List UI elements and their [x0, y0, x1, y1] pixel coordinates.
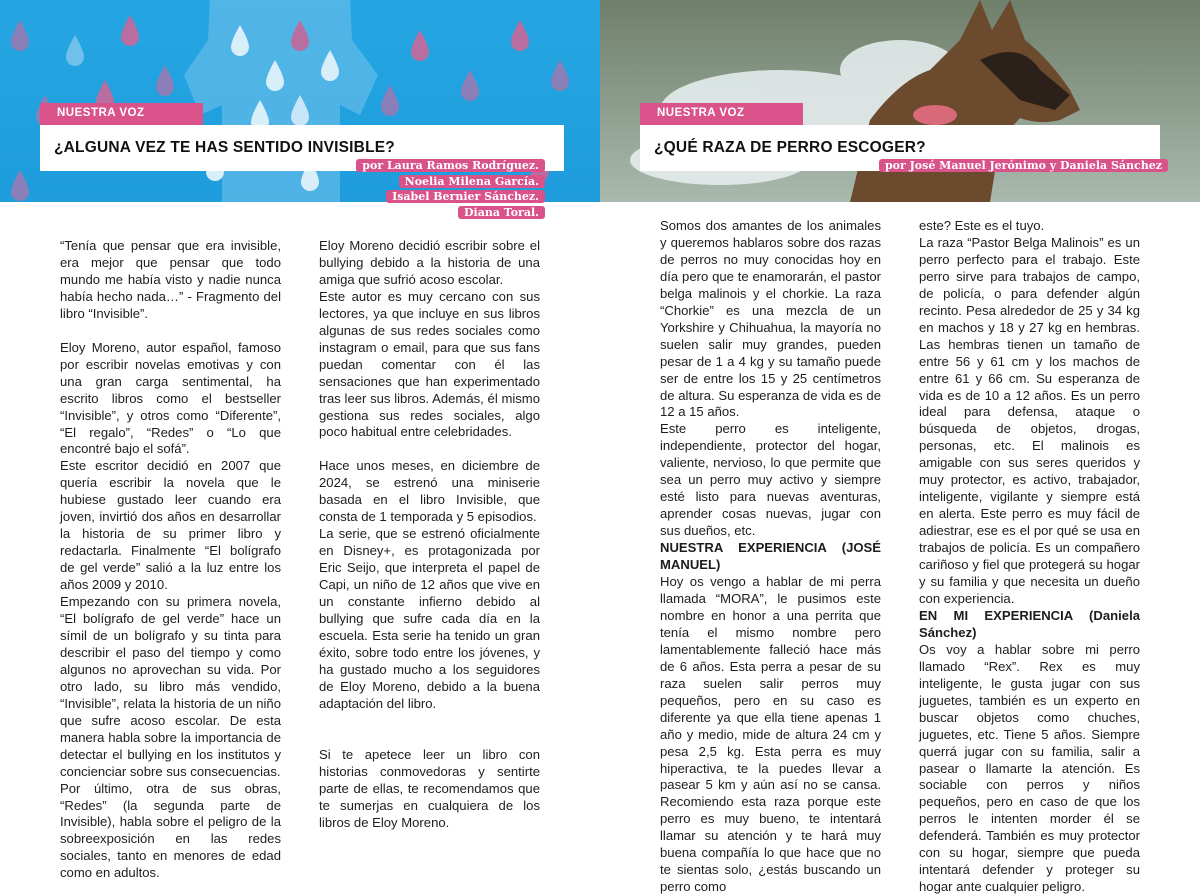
raindrop: [66, 35, 84, 66]
paragraph: “Tenía que pensar que era invisible, era mejor que pensar que todo mundo me había visto y nadie nunca había hecho nada…” - Fragmento del libro “Invisible”.: [60, 238, 281, 321]
raindrop: [156, 65, 174, 96]
paragraph: Este perro es inteligente, independiente, protector del hogar, valiente, nervioso, lo que permite que sea un perro muy activo y siempre esté listo para nuevas aventuras, aprender cosas nuevas, jugar con sus dueños, etc.: [660, 421, 881, 539]
right-page: [600, 0, 1200, 895]
paragraph: Por último, otra de sus obras, “Redes” (la segunda parte de Invisible), habla sobre el peligro de la sobreexposición en las redes sociales, tanto en menores de edad como en adultos.: [60, 780, 281, 881]
paragraph: Si te apetece leer un libro con historias conmovedoras y sentirte parte de ellas, te recomendamos que te sumerjas en cualquiera de los libros de Eloy Moreno.: [319, 746, 540, 830]
section-heading: EN MI EXPERIENCIA (Daniela Sánchez): [919, 607, 1140, 640]
column-2: [919, 218, 1140, 896]
column-1: [60, 238, 281, 882]
raindrop: [411, 30, 429, 61]
raindrop: [461, 70, 479, 101]
author-credits: [879, 158, 1168, 174]
left-page: [0, 0, 600, 881]
author-name: Noelia Milena García.: [399, 175, 545, 188]
paragraph: Eloy Moreno, autor español, famoso por escribir novelas emotivas y con una gran carga sentimental, ha escrito libros como el bestseller “Invisible”, y otros como “Diferente”, “El regalo”, “Redes” o “Lo que encontré bajo el sofá”.: [60, 339, 281, 457]
paragraph: este? Este es el tuyo.: [919, 218, 1045, 233]
article-title: ¿QUÉ RAZA DE PERRO ESCOGER?: [640, 125, 1160, 171]
section-tag: NUESTRA VOZ: [40, 103, 203, 125]
paragraph: Somos dos amantes de los animales y queremos hablaros sobre dos razas de perros no muy conocidas hoy en día pero que te enamorarán, el pastor belga malinois y el chorkie. La raza “Chorkie” es una mezcla de un Yorkshire y Chihuahua, la mayoría no suelen salir muy grandes, pueden pesar de 1 a 4 kg y su tamaño puede ser de entre los 15 y 25 centímetros de altura. Su esperanza de vida es de 12 a 15 años.: [660, 218, 881, 420]
author-name: por Laura Ramos Rodríguez.: [356, 159, 545, 172]
author-name: por José Manuel Jerónimo y Daniela Sánchez: [879, 159, 1168, 172]
paragraph: Eloy Moreno decidió escribir sobre el bullying debido a la historia de una amiga que sufrió acoso escolar.: [319, 238, 540, 287]
author-credits: [356, 158, 545, 220]
paragraph: Este autor es muy cercano con sus lectores, ya que incluye en sus libros algunas de sus redes sociales como instagram o email, para que sus fans puedan comentar con él las sensaciones que han experimentado tras leer sus libros. Además, él mismo gestiona sus redes sociales, algo poco habitual entre celebridades.: [319, 288, 540, 440]
raindrop: [511, 20, 529, 51]
raindrop: [11, 170, 29, 201]
raindrop: [551, 60, 569, 91]
column-2: [319, 238, 540, 832]
paragraph: La serie, que se estrenó oficialmente en Disney+, es protagonizada por Eric Seijo, que interpreta el papel de Capi, un niño de 12 años que vive en un constante infierno debido al bullying que sufre cada día en la escuela. Esta serie ha tenido un gran éxito, sobre todo entre los jóvenes, y ha gustado mucho a los seguidores de Eloy Moreno, debido a la buena adaptación del libro.: [319, 526, 540, 711]
author-name: Diana Toral.: [458, 206, 545, 219]
section-tag: NUESTRA VOZ: [640, 103, 803, 125]
raindrop: [121, 15, 139, 46]
column-1: [660, 218, 881, 896]
raindrop: [11, 20, 29, 51]
paragraph: Hace unos meses, en diciembre de 2024, se estrenó una miniserie basada en el libro Invisible, que consta de 1 temporada y 5 episodios.: [319, 458, 540, 525]
section-heading: NUESTRA EXPERIENCIA (JOSÉ MANUEL): [660, 540, 881, 573]
paragraph: Hoy os vengo a hablar de mi perra llamada “MORA”, le pusimos este nombre en honor a una perrita que tenía el mismo nombre pero lamentablemente falleció hace más de 6 años. Esta perra a pesar de su raza suelen salir perros muy pequeños, pero en su caso es diferente ya que ella tiene apenas 1 año y medio, mide de altura 24 cm y pesa 2,5 kg. Esta perra es muy hiperactiva, te la puedes llevar a pasear 5 km y aún así no se cansa. Recomiendo esta raza porque este perro es muy bueno, te intentará llamar su atención y te hará muy buena compañía lo que hace que no te sientas solo, ¿estás buscando un perro como: [660, 574, 881, 895]
paragraph: Os voy a hablar sobre mi perro llamado “Rex”. Rex es muy inteligente, le gusta jugar con sus juguetes, también es un experto en buscar objetos como chuches, juguetes, etc. Tiene 5 años. Siempre querrá jugar con su familia, salir a pasear o llamarte la atención. Es sociable con perros y niños pequeños, pero en caso de que los perros le intenten morder él se defenderá. También es muy protector con su hogar, siempre que pueda intentará defender y proteger su hogar ante cualquier peligro.: [919, 641, 1140, 895]
article-title: ¿ALGUNA VEZ TE HAS SENTIDO INVISIBLE?: [40, 125, 564, 171]
author-name: Isabel Bernier Sánchez.: [386, 190, 545, 203]
paragraph: Este escritor decidió en 2007 que quería escribir la novela que le hubiese gustado leer cuando era joven, invirtió dos años en desarrollar la historia de su primer libro y redactarla. Finalmente “El bolígrafo de gel verde” salió a la luz entre los años 2009 y 2010.: [60, 458, 281, 593]
raindrop: [381, 85, 399, 116]
paragraph: Empezando con su primera novela, “El bolígrafo de gel verde” hace un símil de un bolígrafo y su tinta para describir el paso del tiempo y como algunos no aprovechan su vida. Por otro lado, su libro más vendido, “Invisible”, relata la historia de un niño que sufre acoso escolar. De esta manera habla sobre la importancia de detectar el bullying en los institutos y concienciar sobre sus consecuencias.: [60, 594, 281, 779]
paragraph: La raza “Pastor Belga Malinois” es un perro perfecto para el trabajo. Este perro sirve para trabajos de campo, de policía, o para defender algún recinto. Pesa alrededor de 25 y 34 kg en machos y 18 y 27 kg en hembras. Las hembras tienen un tamaño de entre 56 y 61 cm y los machos de entre 61 y 66 cm. Su esperanza de vida es de 10 a 12 años. Es un perro ideal para defensa, ataque o búsqueda de objetos, drogas, personas, etc. El malinois es amigable con sus seres queridos y muy protector, es activo, trabajador, inteligente, vigilante y siempre está en alerta. Este perro es muy fácil de adiestrar, ese es el por qué se usa en trabajos de policía. Es un compañero cariñoso y fiel que protegerá su hogar y su familia y que necesita un dueño con experiencia.: [919, 234, 1140, 606]
